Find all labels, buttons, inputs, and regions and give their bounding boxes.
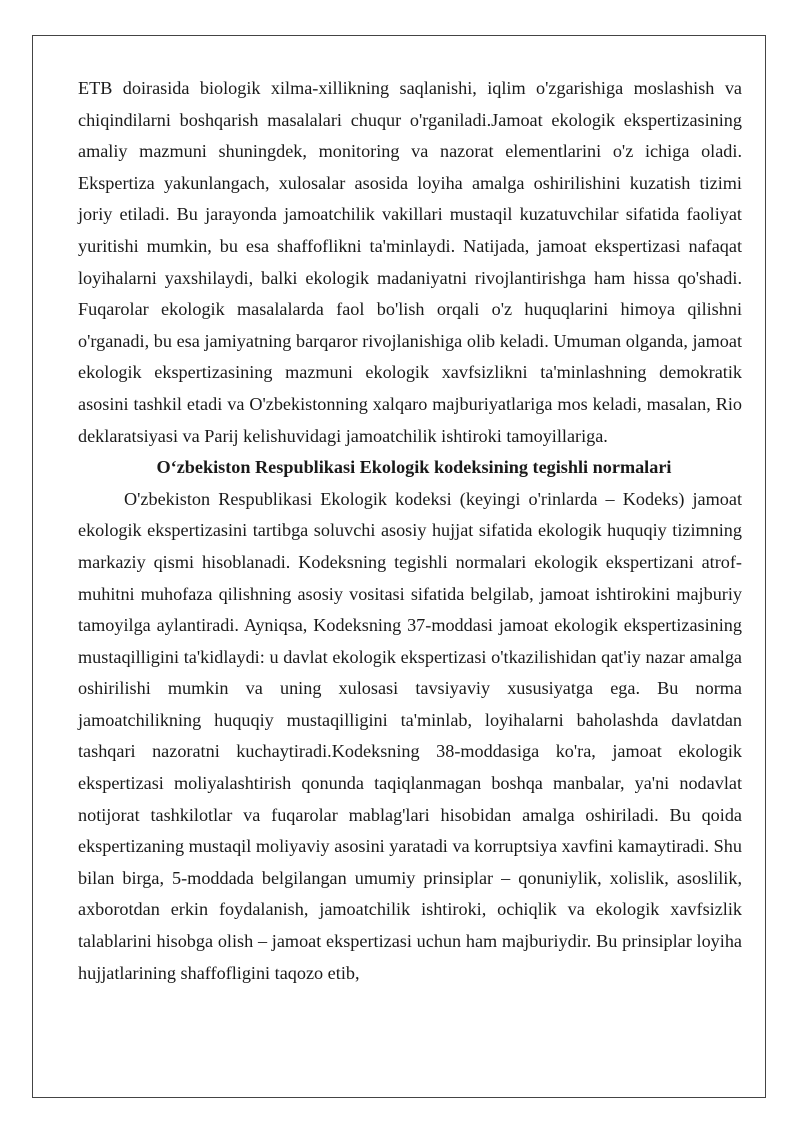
body-paragraph: O'zbekiston Respublikasi Ekologik kodeksi (keyingi o'rinlarda – Kodeks) jamoat ekologik ekspertizasini tartibga soluvchi asosiy hujjat sifatida ekologik huquqiy tizimning markaziy qismi hisoblanadi. Kodeksning tegishli normalari ekologik ekspertizani atrof-muhitni muhofaza qilishning asosiy vositasi sifatida belgilab, jamoat ishtirokini majburiy tamoyilga aylantiradi. Ayniqsa, Kodeksning 37-moddasi jamoat ekologik ekspertizasining mustaqilligini ta'kidlaydi: u davlat ekologik ekspertizasi o'tkazilishidan qat'iy nazar amalga oshirilishi mumkin va uning xulosasi tavsiyaviy xususiyatga ega. Bu norma jamoatchilikning huquqiy mustaqilligini ta'minlab, loyihalarni baholashda davlatdan tashqari nazoratni kuchaytiradi.Kodeksning 38-moddasiga ko'ra, jamoat ekologik ekspertizasi moliyalashtirish qonunda taqiqlanmagan boshqa manbalar, ya'ni nodavlat notijorat tashkilotlar va fuqarolar mablag'lari hisobidan amalga oshiriladi. Bu qoida ekspertizaning mustaqil moliyaviy asosini yaratadi va korruptsiya xavfini kamaytiradi. Shu bilan birga, 5-moddada belgilangan umumiy prinsiplar – qonuniylik, xolislik, asoslilik, axborotdan erkin foydalanish, jamoatchilik ishtiroki, ochiqlik va ekologik xavfsizlik talablarini hisobga olish – jamoat ekspertizasi uchun ham majburiydir. Bu prinsiplar loyiha hujjatlarining shaffofligini taqozo etib, [78, 488, 742, 983]
section-heading: O‘zbekiston Respublikasi Ekologik kodeksining tegishli normalari [156, 457, 672, 478]
body-paragraph: ETB doirasida biologik xilma-xillikning saqlanishi, iqlim o'zgarishiga moslashish va chiqindilarni boshqarish masalalari chuqur o'rganiladi.Jamoat ekologik ekspertizasining amaliy mazmuni shuningdek, monitoring va nazorat elementlarini o'z ichiga oladi. Ekspertiza yakunlangach, xulosalar asosida loyiha amalga oshirilishini kuzatish tizimi joriy etiladi. Bu jarayonda jamoatchilik vakillari mustaqil kuzatuvchilar sifatida faoliyat yuritishi mumkin, bu esa shaffoflikni ta'minlaydi. Natijada, jamoat ekspertizasi nafaqat loyihalarni yaxshilaydi, balki ekologik madaniyatni rivojlantirishga ham hissa qo'shadi. Fuqarolar ekologik masalalarda faol bo'lish orqali o'z huquqlarini himoya qilishni o'rganadi, bu esa jamiyatning barqaror rivojlanishiga olib keladi. Umuman olganda, jamoat ekologik ekspertizasining mazmuni ekologik xavfsizlikni ta'minlashning demokratik asosini tashkil etadi va O'zbekistonning xalqaro majburiyatlariga mos keladi, masalan, Rio deklaratsiyasi va Parij kelishuvidagi jamoatchilik ishtiroki tamoyillariga. [78, 78, 742, 446]
document-body [78, 73, 742, 989]
